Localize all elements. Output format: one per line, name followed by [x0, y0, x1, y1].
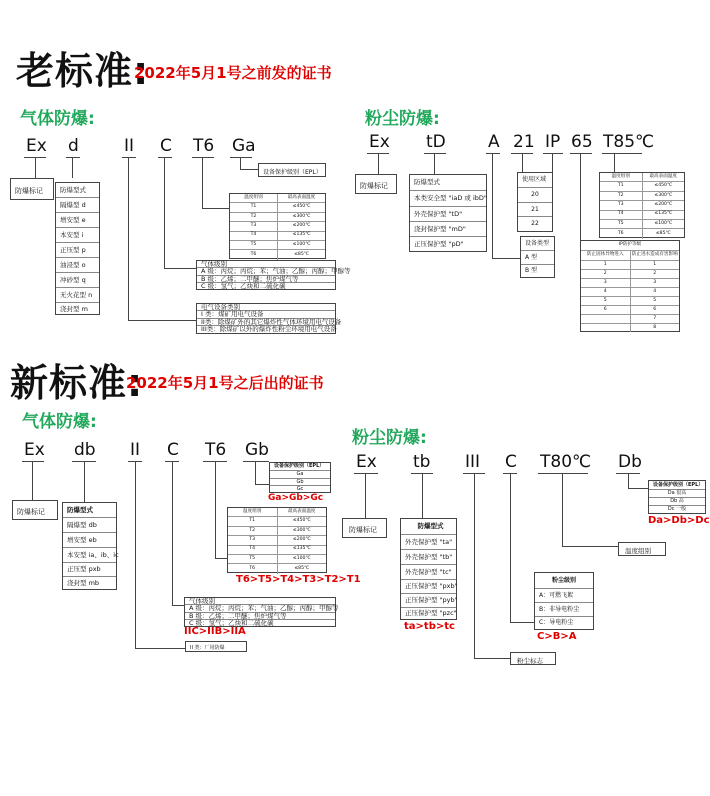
- table-cell: T5: [230, 241, 278, 249]
- new-dust-ex-label: 防爆标记: [342, 518, 387, 538]
- new-dust-type-item: 外壳保护型 "ta": [401, 535, 456, 550]
- table-cell: ≤200℃: [654, 202, 673, 208]
- table-header: 最高表面温度: [287, 508, 316, 514]
- table-cell: T5: [228, 555, 278, 563]
- gas-group-line: A 级：丙烷；丙烷；苯；气油；乙醇；丙醇；甲醇等: [197, 268, 335, 276]
- new-dust-code-ex: Ex: [356, 452, 377, 472]
- new-dust-code-type: tb: [413, 452, 431, 472]
- old-gas-ex-label: 防爆标记: [10, 178, 54, 200]
- table-cell: T3: [230, 222, 278, 230]
- new-dust-type-item: 正压保护型 "pzc": [405, 609, 457, 618]
- table-cell: ≤135℃: [654, 211, 673, 217]
- old-dust-equip-type-box: [520, 236, 555, 278]
- new-dust-code-temp: T80℃: [540, 452, 592, 472]
- new-dust-code-group: III: [465, 452, 481, 472]
- old-dust-temp-table: [599, 172, 685, 238]
- table-cell: ≤135℃: [292, 232, 311, 238]
- table-cell: 6: [653, 306, 657, 312]
- new-gas-type-item: 浇封型 mb: [67, 578, 100, 587]
- old-gas-type-item: 隔爆型 d: [56, 198, 99, 213]
- old-dust-code-type: tD: [426, 132, 446, 152]
- new-dust-type-item: 外壳保护型 "tc": [401, 565, 456, 580]
- new-dust-heading: 粉尘防爆:: [352, 428, 427, 448]
- old-gas-group-box: [196, 259, 351, 290]
- old-dust-zone-box: [517, 172, 553, 232]
- old-dust-ex-label: 防爆标记: [355, 174, 397, 194]
- new-dust-epl-order: Da>Db>Dc: [648, 515, 710, 526]
- table-cell: 1: [581, 261, 631, 269]
- old-gas-type-item: 浇封型 m: [60, 305, 88, 314]
- epl-item: Gc: [296, 485, 304, 492]
- old-dust-type-item: 浇封保护型 "mD": [410, 222, 486, 237]
- new-dust-type-item: 外壳保护型 "tb": [401, 550, 456, 565]
- new-gas-group-box: [184, 596, 339, 627]
- old-dust-type-item: 正压保护型 "pD": [414, 239, 464, 248]
- table-cell: ≤300℃: [292, 527, 311, 533]
- new-dust-type-list: [400, 518, 457, 620]
- zone-label: 使用区域: [518, 173, 552, 188]
- new-gas-code-epl: Gb: [245, 440, 269, 460]
- new-gas-type-list: [62, 502, 117, 590]
- new-dust-code-epl: Db: [618, 452, 642, 472]
- table-cell: ≤100℃: [292, 555, 311, 561]
- equip-type-line: B 型: [525, 267, 538, 274]
- new-gas-epl-box: [269, 462, 331, 493]
- new-gas-temp-table: [227, 507, 327, 573]
- table-cell: 7: [653, 315, 657, 321]
- table-header: 最高表面温度: [649, 173, 678, 179]
- table-cell: [581, 315, 631, 323]
- table-cell: 2: [581, 270, 631, 278]
- table-cell: T2: [600, 192, 643, 200]
- new-gas-code-temp: T6: [205, 440, 227, 460]
- table-cell: ≤450℃: [292, 518, 311, 524]
- table-header: 温度组别: [600, 173, 643, 181]
- old-standard-title: 老标准:: [16, 49, 150, 93]
- new-dust-level-box: [534, 572, 594, 630]
- epl-item: Db 高: [649, 498, 705, 506]
- table-cell: T6: [600, 229, 643, 238]
- table-cell: T2: [230, 213, 278, 221]
- table-cell: ≤100℃: [292, 241, 311, 247]
- table-header: 温度组别: [230, 194, 278, 202]
- new-dust-type-order: ta>tb>tc: [404, 621, 455, 632]
- new-dust-type-item: 正压保护型 "pxb": [401, 580, 456, 594]
- new-standard-title: 新标准:: [10, 361, 144, 405]
- table-cell: 5: [581, 297, 631, 305]
- gas-group-line: 气体级别: [197, 261, 335, 268]
- gas-group-line: 气体级别: [185, 598, 335, 605]
- table-cell: T6: [228, 564, 278, 573]
- old-gas-code-group: II: [124, 136, 135, 156]
- old-dust-heading: 粉尘防爆:: [365, 109, 440, 129]
- old-dust-code-equip: A: [488, 132, 500, 152]
- old-dust-code-ip: IP: [545, 132, 561, 152]
- old-gas-equip-cat-box: [196, 302, 342, 334]
- table-cell: 4: [581, 288, 631, 296]
- old-dust-type-list: [409, 174, 487, 252]
- old-dust-code-ex: Ex: [369, 132, 390, 152]
- new-gas-epl-order: Ga>Gb>Gc: [268, 493, 324, 503]
- epl-item: Gb: [270, 479, 330, 486]
- old-gas-type-item: 防爆型式: [56, 183, 99, 198]
- gas-group-line: B 级：乙烯；二甲醚；焦炉煤气等: [185, 613, 335, 620]
- old-gas-code-type: d: [68, 136, 79, 156]
- table-cell: ≤85℃: [655, 230, 671, 236]
- table-header: 防止固体异物进入: [581, 251, 631, 260]
- new-gas-equip-cat: II 类：厂用防爆: [185, 641, 247, 652]
- old-gas-epl-label: 设备保护级别（EPL）: [258, 163, 326, 177]
- dust-level-line: A：可燃飞絮: [535, 589, 593, 603]
- new-gas-type-item: 防爆型式: [63, 503, 116, 518]
- gas-group-line: C 级：氢气；乙炔和二硫化碳: [201, 281, 286, 290]
- new-gas-type-item: 隔爆型 db: [63, 518, 116, 533]
- old-gas-type-item: 油浸型 o: [56, 258, 99, 273]
- table-cell: ≤450℃: [292, 204, 311, 210]
- old-gas-code-epl: Ga: [232, 136, 256, 156]
- ip-table-title: IP防护等级: [618, 242, 642, 248]
- table-cell: [581, 324, 631, 332]
- old-gas-type-list: [55, 182, 100, 315]
- new-dust-level-order: C>B>A: [537, 631, 577, 642]
- new-gas-ex-label: 防爆标记: [12, 500, 58, 520]
- table-cell: T6: [230, 250, 278, 259]
- new-dust-type-item: 防爆型式: [401, 519, 456, 535]
- table-cell: ≤100℃: [654, 220, 673, 226]
- table-cell: 3: [653, 279, 657, 285]
- table-cell: ≤300℃: [654, 192, 673, 198]
- table-cell: 4: [653, 288, 657, 294]
- table-cell: ≤85℃: [294, 565, 310, 571]
- new-gas-type-item: 本安型 ia、ib、ic: [63, 548, 116, 563]
- table-cell: T1: [600, 182, 643, 190]
- table-cell: T3: [600, 201, 643, 209]
- old-gas-type-item: 冲砂型 q: [56, 273, 99, 288]
- old-dust-code-temp: T85℃: [603, 132, 655, 152]
- old-gas-type-item: 正压型 p: [56, 243, 99, 258]
- old-gas-code-temp: T6: [193, 136, 215, 156]
- table-cell: T5: [600, 220, 643, 228]
- epl-item: Ga: [270, 471, 330, 479]
- new-dust-mark: 粉尘标志: [510, 652, 556, 665]
- equip-type-line: 设备类型: [521, 237, 554, 251]
- dust-level-line: C：导电粉尘: [539, 619, 574, 626]
- old-dust-code-ipval: 65: [571, 132, 593, 152]
- old-gas-type-item: 无火花型 n: [56, 288, 99, 303]
- table-cell: ≤200℃: [292, 537, 311, 543]
- epl-item: Da 很高: [649, 490, 705, 498]
- table-cell: T4: [228, 546, 278, 554]
- new-dust-code-subgroup: C: [505, 452, 517, 472]
- table-cell: 3: [581, 279, 631, 287]
- equip-cat-line: III类：除煤矿以外的爆炸性粉尘环境用电气设备: [201, 325, 337, 334]
- table-cell: T4: [230, 232, 278, 240]
- epl-label: 设备保护级别（EPL）: [649, 481, 705, 490]
- new-gas-type-item: 增安型 eb: [63, 533, 116, 548]
- table-cell: T1: [230, 203, 278, 211]
- zone-item: 20: [518, 188, 552, 203]
- gas-group-line: C 级：氢气；乙炔和二硫化碳: [189, 618, 274, 627]
- new-dust-epl-box: [648, 480, 706, 514]
- new-gas-heading: 气体防爆:: [22, 412, 97, 432]
- old-dust-ip-table: [580, 240, 680, 332]
- old-gas-code-subgroup: C: [160, 136, 172, 156]
- table-cell: 2: [653, 270, 657, 276]
- new-gas-code-type: db: [74, 440, 96, 460]
- new-gas-code-group: II: [130, 440, 141, 460]
- old-gas-type-item: 本安型 i: [56, 228, 99, 243]
- table-cell: 5: [653, 297, 657, 303]
- table-cell: T1: [228, 517, 278, 525]
- table-cell: 6: [581, 306, 631, 314]
- new-standard-subtitle: 2022年5月1号之后出的证书: [126, 374, 324, 392]
- epl-item: Dc 一般: [667, 506, 687, 512]
- new-dust-temp-label: 温度组别: [618, 542, 666, 556]
- dust-level-line: 粉尘级别: [535, 573, 593, 589]
- new-gas-code-ex: Ex: [24, 440, 45, 460]
- new-gas-type-item: 正压型 pxb: [63, 563, 116, 577]
- old-gas-heading: 气体防爆:: [20, 109, 95, 129]
- zone-item: 22: [531, 220, 539, 227]
- old-dust-type-item: 本类安全型 "iaD 或 ibD": [410, 191, 486, 207]
- gas-group-line: B 级：乙烯；二甲醚；焦炉煤气等: [197, 276, 335, 283]
- equip-type-line: A 型: [521, 251, 554, 265]
- table-cell: ≤200℃: [292, 223, 311, 229]
- old-dust-code-zone: 21: [513, 132, 535, 152]
- equip-cat-line: I 类：煤矿用电气设备: [197, 311, 335, 319]
- old-gas-temp-table: [229, 193, 326, 259]
- table-cell: T2: [228, 527, 278, 535]
- equip-cat-line: 电气设备类别: [197, 304, 335, 311]
- table-cell: ≤300℃: [292, 213, 311, 219]
- zone-item: 21: [518, 203, 552, 217]
- table-header: 防止进水造成有害影响: [631, 252, 678, 258]
- table-cell: ≤85℃: [294, 251, 309, 257]
- old-dust-type-item: 外壳保护型 "tD": [410, 207, 486, 222]
- new-dust-type-item: 正压保护型 "pyb": [401, 594, 456, 608]
- table-cell: 8: [653, 324, 657, 330]
- table-cell: ≤450℃: [654, 183, 673, 189]
- table-cell: T4: [600, 211, 643, 219]
- dust-level-line: B：非导电粉尘: [535, 603, 593, 617]
- new-gas-code-subgroup: C: [167, 440, 179, 460]
- new-gas-temp-order: T6>T5>T4>T3>T2>T1: [236, 574, 361, 585]
- table-cell: ≤135℃: [292, 546, 311, 552]
- table-header: 温度组别: [228, 508, 278, 516]
- old-gas-type-item: 增安型 e: [56, 213, 99, 228]
- table-cell: T3: [228, 536, 278, 544]
- equip-cat-line: II类：除煤矿外的其它爆炸性气体环境用电气设备: [197, 319, 335, 326]
- table-header: 最高表面温度: [287, 194, 316, 200]
- old-gas-code-ex: Ex: [26, 136, 47, 156]
- old-dust-type-item: 防爆型式: [410, 175, 486, 191]
- epl-label: 设备保护级别（EPL）: [270, 463, 330, 471]
- old-standard-subtitle: 2022年5月1号之前发的证书: [134, 64, 332, 82]
- gas-group-line: A 级：丙烷；丙烷；苯；气油；乙醇；丙醇；甲醇等: [185, 605, 335, 613]
- new-gas-group-order: IIC>IIB>IIA: [184, 626, 246, 637]
- table-cell: 1: [653, 261, 657, 267]
